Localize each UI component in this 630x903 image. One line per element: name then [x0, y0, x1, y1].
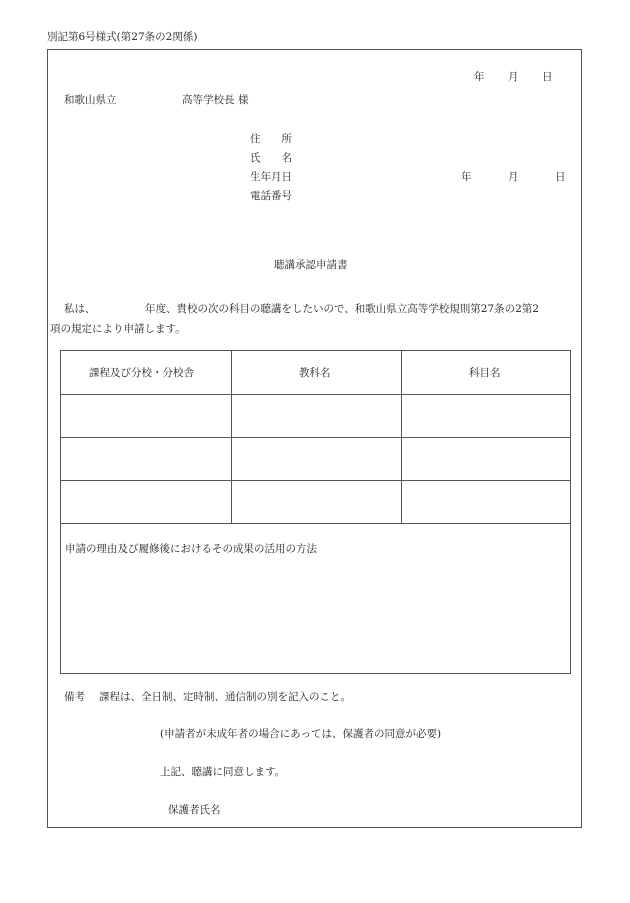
course-cell-1[interactable]	[61, 395, 231, 437]
guardian-name-label: 保護者氏名	[168, 804, 221, 816]
body-text-line2: 項の規定により申請します。	[50, 323, 186, 335]
minor-consent-note: (申請者が未成年者の場合にあっては、保護者の同意が必要)	[160, 728, 442, 740]
course-cell-2[interactable]	[61, 438, 231, 480]
course-cell-3[interactable]	[61, 481, 231, 523]
body-text-start: 私は、	[64, 303, 96, 315]
birth-year-label: 年	[461, 171, 472, 183]
subject-name-cell-3[interactable]	[402, 481, 570, 523]
consent-statement: 上記、聴講に同意します。	[160, 766, 286, 778]
addressee-principal: 高等学校長	[182, 94, 235, 106]
reason-label: 申請の理由及び履修後におけるその成果の活用の方法	[65, 543, 317, 555]
subject-name-cell-2[interactable]	[402, 438, 570, 480]
address-label: 住 所	[250, 133, 292, 145]
birth-month-label: 月	[508, 171, 519, 183]
birthdate-label: 生年月日	[250, 171, 292, 183]
form-number: 別記第6号様式(第27条の2関係)	[47, 31, 198, 43]
remark-label: 備考	[64, 691, 85, 703]
remark-text: 課程は、全日制、定時制、通信制の別を記入のこと。	[99, 691, 351, 703]
subject-area-cell-1[interactable]	[232, 395, 401, 437]
document-title: 聴講承認申請書	[274, 259, 348, 271]
subject-area-cell-2[interactable]	[232, 438, 401, 480]
table-rule	[61, 523, 570, 524]
phone-label: 電話番号	[250, 190, 292, 202]
birth-day-label: 日	[555, 171, 566, 183]
date-month-label: 月	[508, 71, 519, 83]
body-text-line1: 年度、貴校の次の科目の聴講をしたいので、和歌山県立高等学校規則第27条の2第2	[145, 303, 540, 315]
subject-name-cell-1[interactable]	[402, 395, 570, 437]
header-course: 課程及び分校・分校舎	[89, 367, 194, 379]
addressee-prefecture: 和歌山県立	[64, 94, 117, 106]
addressee-honorific: 様	[238, 94, 249, 106]
date-day-label: 日	[542, 71, 553, 83]
subject-area-cell-3[interactable]	[232, 481, 401, 523]
header-subject-area: 教科名	[299, 367, 331, 379]
subject-table	[60, 350, 571, 674]
name-label: 氏 名	[250, 152, 292, 164]
reason-field[interactable]	[61, 561, 570, 673]
header-subject-name: 科目名	[469, 367, 501, 379]
date-year-label: 年	[474, 71, 485, 83]
